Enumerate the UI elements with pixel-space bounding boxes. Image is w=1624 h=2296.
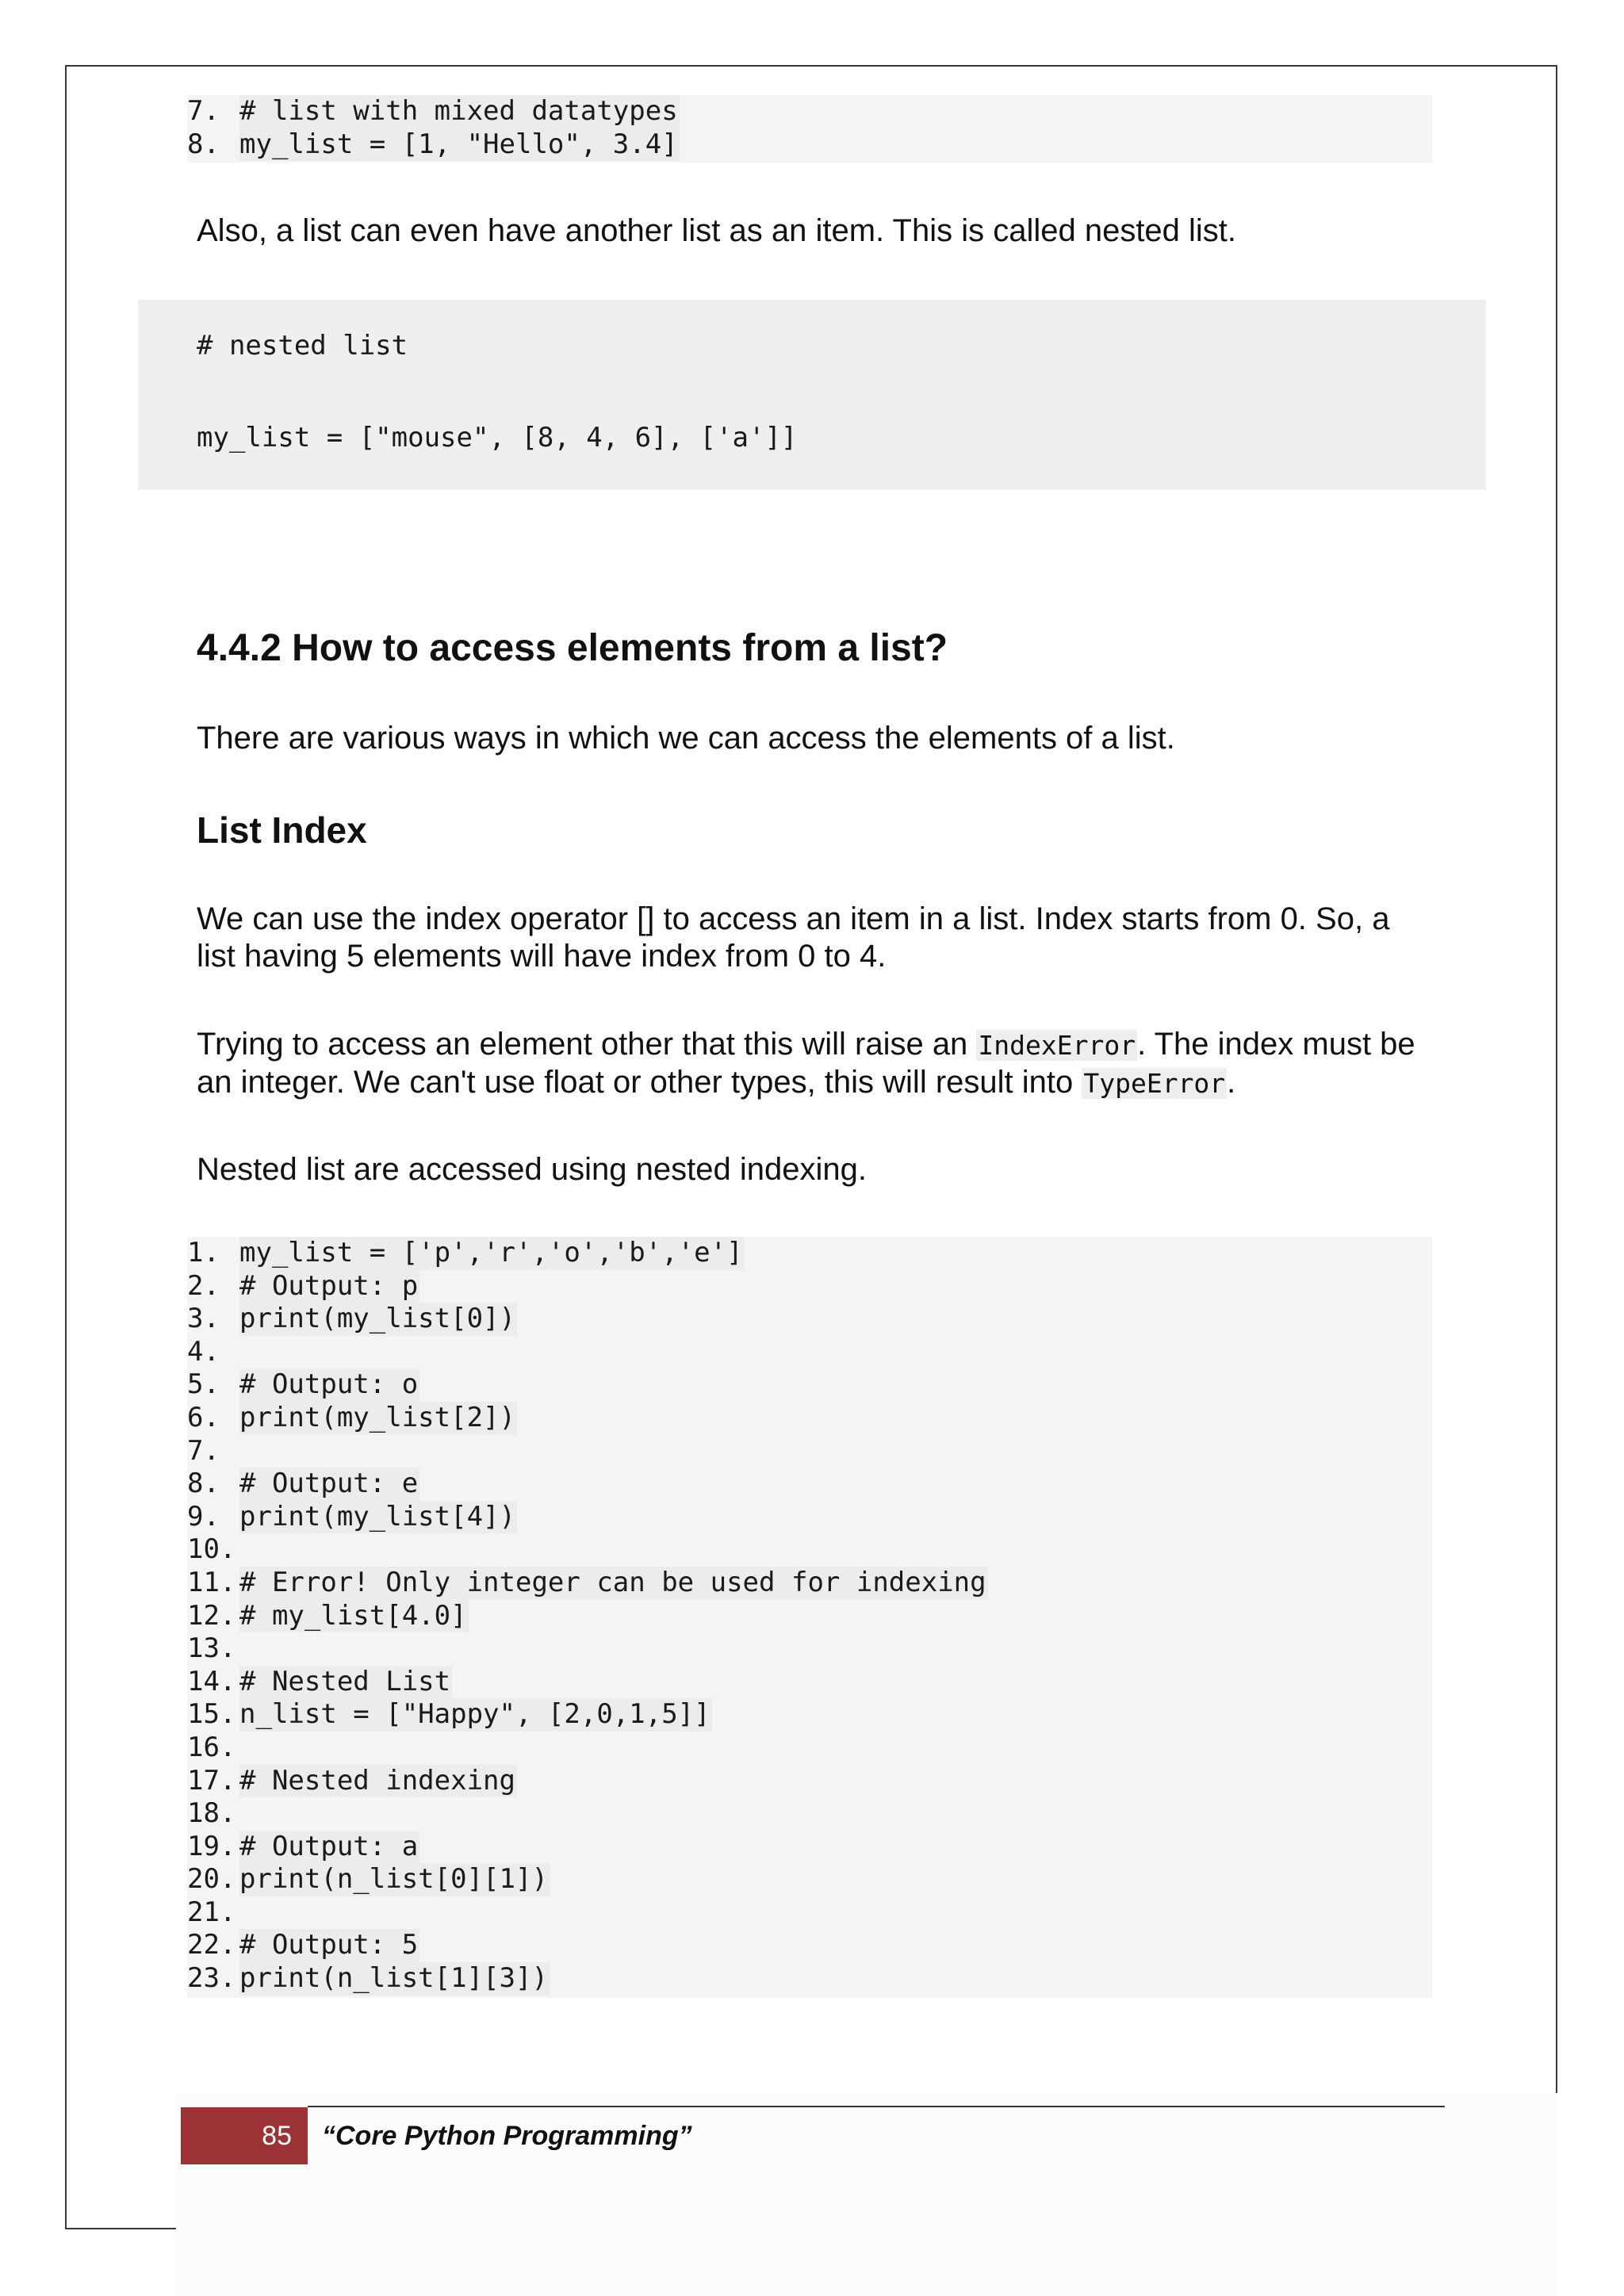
- index-operator-paragraph: We can use the index operator [] to access an item in a list. Index starts from 0. So, a list having 5 elements will have index from 0 to 4.: [197, 901, 1390, 974]
- code-line: [187, 1336, 1432, 1369]
- code-line-text: # Output: p: [239, 1269, 419, 1302]
- code-line-number: 4.: [187, 1335, 220, 1368]
- code-line-number: 23.: [187, 1962, 236, 1995]
- code-line-number: 9.: [187, 1500, 220, 1533]
- code-line: [187, 1896, 1432, 1930]
- code-line-text: # Output: e: [239, 1468, 419, 1500]
- code-line-text: my_list = [1, "Hello", 3.4]: [239, 128, 678, 160]
- code-line-text: # Nested indexing: [239, 1764, 515, 1797]
- code-line-number: 7.: [187, 95, 220, 127]
- nested-list-comment: # nested list: [197, 330, 408, 362]
- code-line: [187, 128, 1432, 162]
- code-line: [187, 1567, 1432, 1600]
- nested-access-paragraph: Nested list are accessed using nested indexing.: [197, 1152, 867, 1187]
- code-line: [187, 1303, 1432, 1336]
- code-line-text: [239, 1632, 241, 1666]
- code-line-number: 7.: [187, 1434, 220, 1467]
- access-ways-paragraph: There are various ways in which we can access the elements of a list.: [197, 721, 1175, 756]
- code-line-text: # Output: o: [239, 1368, 419, 1401]
- type-error-code: TypeError: [1083, 1068, 1226, 1099]
- code-line: [187, 95, 1432, 128]
- code-line-number: 2.: [187, 1269, 220, 1302]
- code-line-text: [239, 1533, 241, 1567]
- code-line-text: [239, 1896, 241, 1930]
- code-line-number: 6.: [187, 1401, 220, 1433]
- code-line-text: print(my_list[2]): [239, 1401, 515, 1433]
- code-line-text: # list with mixed datatypes: [239, 95, 678, 127]
- code-line-text: # Error! Only integer can be used for indexing: [239, 1566, 986, 1598]
- code-line-number: 21.: [187, 1896, 236, 1928]
- code-line: [187, 1929, 1432, 1962]
- code-line-number: 3.: [187, 1303, 220, 1335]
- code-line: [187, 1270, 1432, 1303]
- code-line-number: 14.: [187, 1665, 236, 1697]
- index-error-text-1: Trying to access an element other that this will raise an: [197, 1027, 977, 1062]
- code-line-text: [239, 1732, 241, 1765]
- code-line-number: 22.: [187, 1929, 236, 1961]
- page-number: 85: [181, 2107, 308, 2164]
- code-line: [187, 1435, 1432, 1468]
- list-index-subheading: List Index: [197, 809, 367, 851]
- code-line-number: 19.: [187, 1830, 236, 1862]
- code-line-number: 10.: [187, 1533, 236, 1566]
- code-line: [187, 1797, 1432, 1831]
- code-line: [187, 1831, 1432, 1864]
- code-line-text: print(my_list[4]): [239, 1500, 515, 1533]
- code-line-number: 15.: [187, 1698, 236, 1731]
- code-line: [187, 1600, 1432, 1633]
- code-line: [187, 1666, 1432, 1699]
- index-error-code: IndexError: [978, 1030, 1136, 1061]
- code-line-number: 8.: [187, 1468, 220, 1500]
- code-line-number: 5.: [187, 1368, 220, 1401]
- code-line-text: [239, 1336, 241, 1369]
- code-line-number: 13.: [187, 1632, 236, 1665]
- code-line-text: print(n_list[1][3]): [239, 1962, 548, 1995]
- code-line-number: 17.: [187, 1764, 236, 1797]
- main-code-block: [187, 1237, 1432, 1998]
- index-error-text-2: . The index must be an integer. We can't use float or other types, this will result into: [197, 1027, 1415, 1100]
- code-line-text: # Nested List: [239, 1665, 451, 1697]
- code-line-text: [239, 1797, 241, 1831]
- code-line: [187, 1698, 1432, 1732]
- section-heading: 4.4.2 How to access elements from a list?: [197, 627, 948, 669]
- code-line: [187, 1962, 1432, 1996]
- code-line-text: # Output: a: [239, 1830, 419, 1862]
- code-line-number: 11.: [187, 1566, 236, 1598]
- code-line-number: 20.: [187, 1863, 236, 1896]
- top-code-block: [187, 95, 1432, 163]
- code-line: [187, 1632, 1432, 1666]
- code-line: [187, 1765, 1432, 1798]
- code-line: [187, 1501, 1432, 1534]
- code-line-number: 12.: [187, 1599, 236, 1632]
- code-line-number: 8.: [187, 128, 220, 160]
- code-line-text: [239, 1435, 241, 1468]
- code-line-number: 16.: [187, 1731, 236, 1763]
- code-line-number: 18.: [187, 1797, 236, 1830]
- code-line: [187, 1468, 1432, 1501]
- book-title: “Core Python Programming”: [322, 2121, 692, 2151]
- code-line-text: # Output: 5: [239, 1929, 419, 1961]
- code-line: [187, 1402, 1432, 1435]
- code-line: [187, 1732, 1432, 1765]
- code-line: [187, 1863, 1432, 1896]
- code-line-text: my_list = ['p','r','o','b','e']: [239, 1237, 743, 1269]
- code-line: [187, 1237, 1432, 1270]
- index-error-text-3: .: [1227, 1065, 1236, 1100]
- code-line-text: n_list = ["Happy", [2,0,1,5]]: [239, 1698, 710, 1731]
- nested-list-code-block: [138, 300, 1486, 490]
- code-line-text: print(my_list[0]): [239, 1303, 515, 1335]
- nested-list-code: my_list = ["mouse", [8, 4, 6], ['a']]: [197, 422, 798, 453]
- nested-list-intro-paragraph: Also, a list can even have another list as an item. This is called nested list.: [197, 213, 1237, 248]
- code-line-text: print(n_list[0][1]): [239, 1863, 548, 1896]
- code-line: [187, 1368, 1432, 1402]
- code-line-number: 1.: [187, 1237, 220, 1269]
- code-line: [187, 1533, 1432, 1567]
- index-error-paragraph: [197, 1026, 1434, 1102]
- code-line-text: # my_list[4.0]: [239, 1599, 467, 1632]
